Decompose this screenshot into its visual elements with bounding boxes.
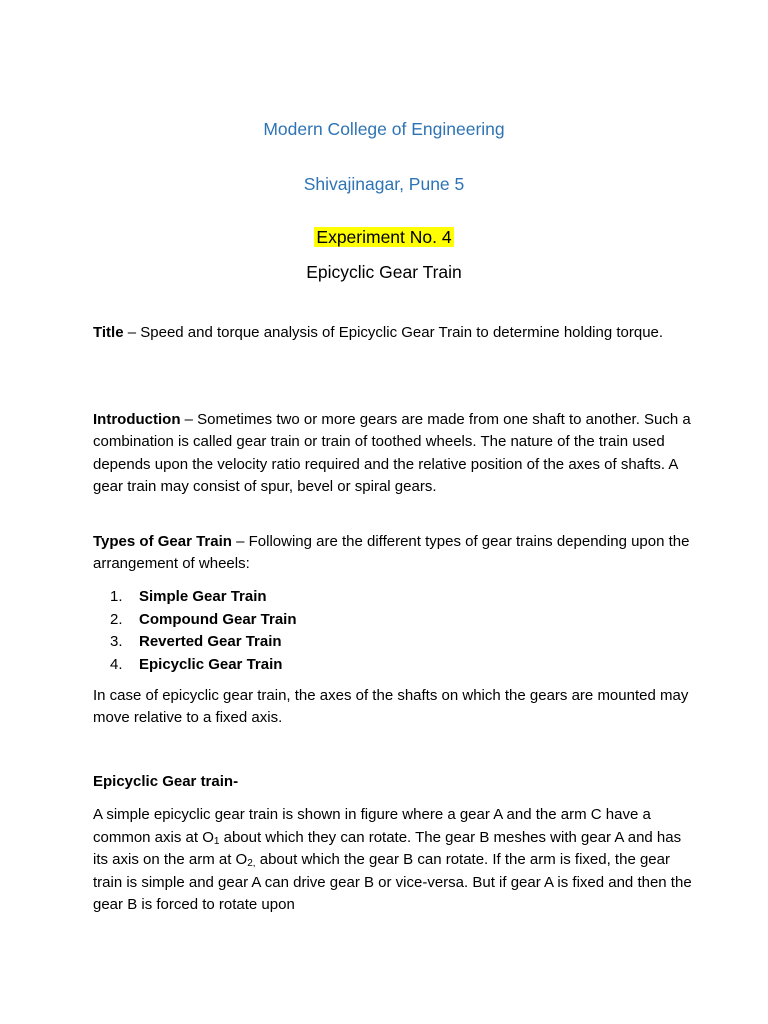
list-item (110, 631, 297, 654)
list-item (110, 654, 297, 677)
list-item-number: 1. (110, 588, 123, 605)
list-item-label: Reverted Gear Train (139, 633, 282, 651)
list-item-number: 3. (110, 633, 123, 651)
list-item-label: Compound Gear Train (139, 610, 297, 628)
introduction-text: – Sometimes two or more gears are made from one shaft to another. Such a combination is called gear train or train of toothed wheels. The nature of the train used depends upon the velocity ratio required and the relative position of the axes of shafts. A gear train may consist of spur, bevel or spiral gears. (93, 411, 691, 496)
list-item (110, 586, 297, 609)
types-text: – Following are the different types of gear trains depending upon the arrangement of wheels: (93, 533, 690, 573)
experiment-subtitle: Epicyclic Gear Train (306, 262, 462, 282)
subscript-1: 1 (213, 835, 220, 847)
list-item-number: 2. (110, 610, 123, 628)
list-item (110, 609, 297, 632)
types-paragraph (93, 531, 693, 576)
list-item-label: Simple Gear Train (139, 588, 267, 605)
college-name: Modern College of Engineering (263, 119, 505, 139)
list-item-number: 4. (110, 655, 123, 673)
introduction-label: Introduction (93, 411, 181, 428)
experiment-heading-wrapper (0, 226, 768, 248)
gear-train-types-list (110, 586, 297, 676)
college-location: Shivajinagar, Pune 5 (303, 174, 465, 194)
epicyclic-text-part-3: about which the gear B can rotate. If the arm is fixed, the gear train is simple and gear A can drive gear B or vice-versa. But if gear A is fixed and then the gear B is forced to rotate upon (93, 851, 692, 914)
title-text: – Speed and torque analysis of Epicyclic Gear Train to determine holding torque. (123, 324, 664, 341)
title-label: Title (93, 324, 124, 341)
epicyclic-heading: Epicyclic Gear train- (93, 773, 239, 790)
epicyclic-text-part-1: A simple epicyclic gear train is shown in figure where a gear A and the arm C have a common axis at O (93, 806, 651, 846)
experiment-number: Experiment No. 4 (316, 227, 452, 247)
epicyclic-text-part-2: about which they can rotate. The gear B meshes with gear A and has its axis on the arm at O (93, 828, 682, 869)
list-item-label: Epicyclic Gear Train (139, 655, 283, 673)
subscript-2: 2, (247, 858, 256, 870)
types-label: Types of Gear Train (93, 533, 232, 550)
epicyclic-paragraph (93, 804, 693, 917)
case-paragraph: In case of epicyclic gear train, the axes of the shafts on which the gears are mounted may move relative to a fixed axis. (93, 687, 689, 727)
introduction-paragraph (93, 409, 693, 499)
title-paragraph (93, 322, 693, 344)
